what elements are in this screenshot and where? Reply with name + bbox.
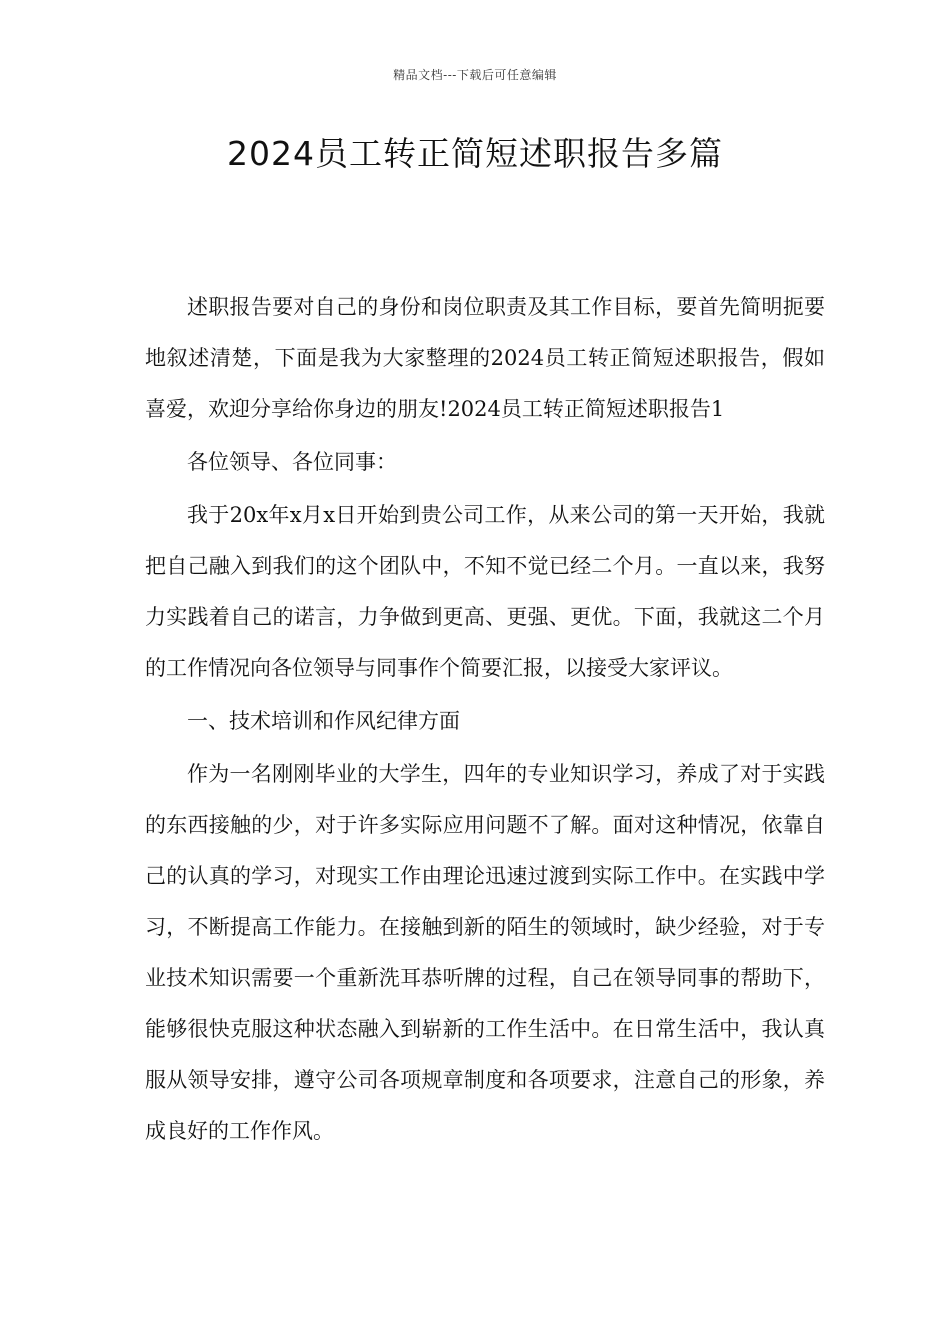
body-paragraph: 作为一名刚刚毕业的大学生，四年的专业知识学习，养成了对于实践的东西接触的少，对于许多实际应用问题不了解。面对这种情况，依靠自己的认真的学习，对现实工作由理论迅速过渡到实际工作中。在实践中学习，不断提高工作能力。在接触到新的陌生的领域时，缺少经验，对于专业技术知识需要一个重新洗耳恭听牌的过程，自己在领导同事的帮助下，能够很快克服这种状态融入到崭新的工作生活中。在日常生活中，我认真服从领导安排，遵守公司各项规章制度和各项要求，注意自己的形象，养成良好的工作作风。 [145,762,825,1143]
section-heading: 一、技术培训和作风纪律方面 [187,709,460,733]
intro-paragraph: 述职报告要对自己的身份和岗位职责及其工作目标，要首先简明扼要地叙述清楚，下面是我为大家整理的2024员工转正简短述职报告，假如喜爱，欢迎分享给你身边的朋友!2024员工转正简短述职报告1 [145,295,825,421]
salutation-paragraph: 各位领导、各位同事： [187,450,397,474]
header-note: 精品文档---下载后可任意编辑 [393,68,557,82]
document-title: 2024员工转正简短述职报告多篇 [227,134,723,173]
body-paragraph: 我于20x年x月x日开始到贵公司工作，从来公司的第一天开始，我就把自己融入到我们的这个团队中，不知不觉已经二个月。一直以来，我努力实践着自己的诺言，力争做到更高、更强、更优。下面，我就这二个月的工作情况向各位领导与同事作个简要汇报，以接受大家评议。 [145,503,825,680]
document-body [145,282,825,1159]
